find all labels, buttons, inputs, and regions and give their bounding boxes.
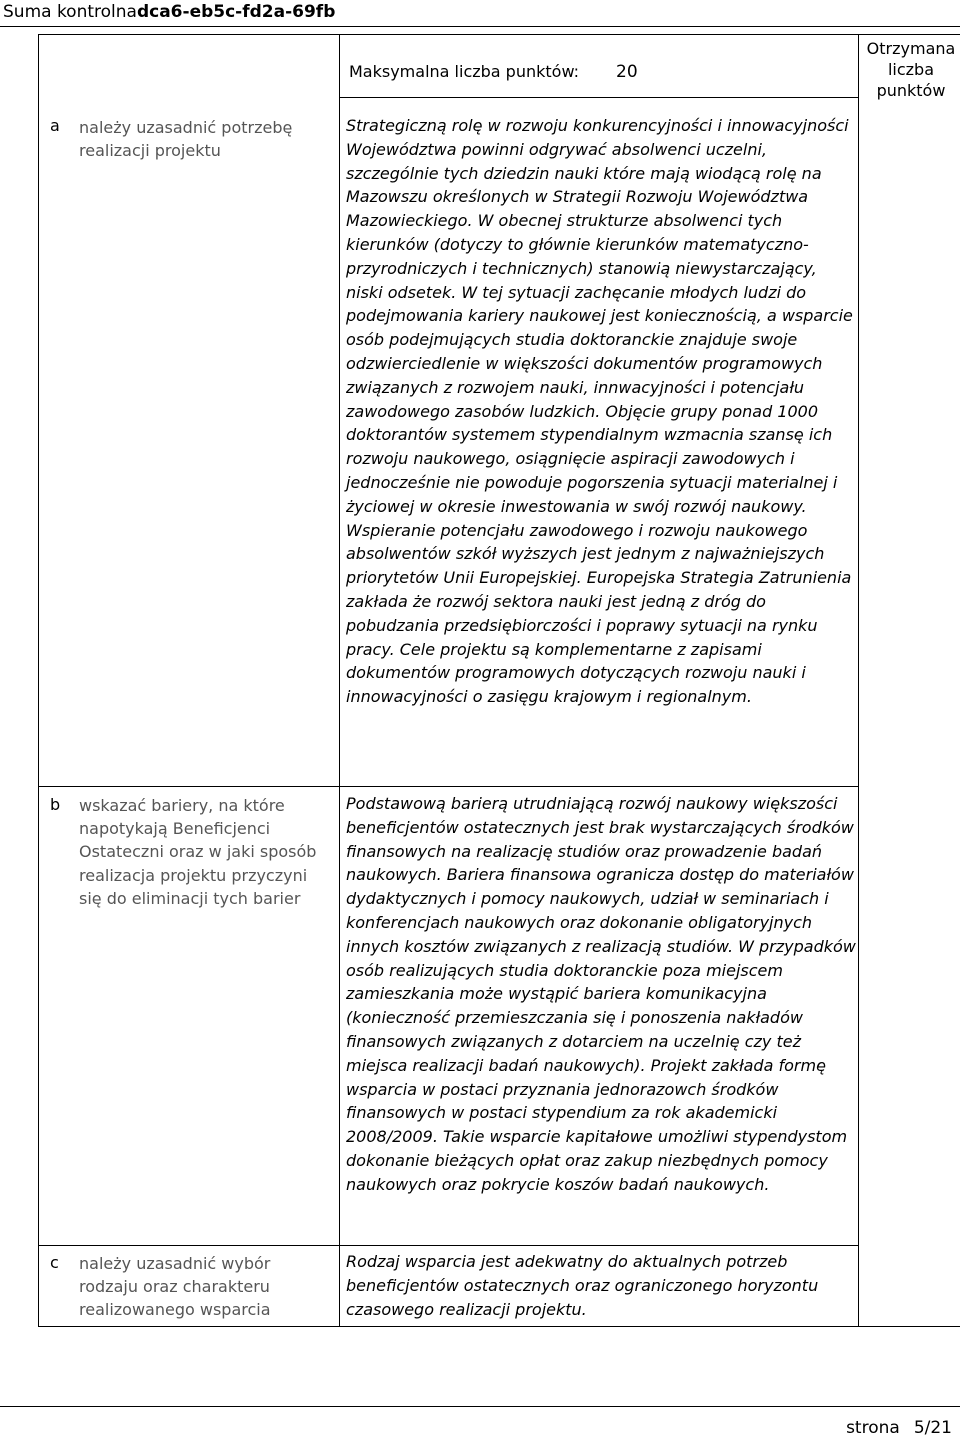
row-letter: b bbox=[50, 795, 61, 814]
row-title: należy uzasadnić potrzebę realizacji projektu bbox=[79, 118, 293, 161]
checksum-label: Suma kontrolna bbox=[3, 2, 137, 22]
table-header-divider bbox=[339, 97, 858, 98]
table-bottom-border bbox=[38, 1326, 960, 1327]
table-column-divider bbox=[339, 34, 340, 1327]
page-number: 5/21 bbox=[913, 1418, 952, 1438]
table-row-divider bbox=[38, 786, 859, 787]
table-row-divider bbox=[38, 1245, 859, 1246]
footer-divider bbox=[0, 1406, 960, 1407]
row-text: Podstawową barierą utrudniającą rozwój naukowy większości beneficjentów ostatecznych jest brak wystarczających środków finansowych na realizację studiów oraz prowadzenie badań naukowych. Bariera finansowa ogranicza dostęp do materiałów dydaktycznych i pomocy naukowych, udział w seminariach i konferencjach naukowych oraz dokonanie obligatoryjnych innych kosztów związanych z realizacją studiów. W przypadków osób realizujących studia doktoranckie poza miejscem zamieszkania może wystąpić bariera komunikacyjna (konieczność przemieszczania się i ponoszenia nakładów finansowych związanych z dotarciem na uczelnię czy też miejsca realizacji badań naukowych). Projekt zakłada formę wsparcia w postaci przyznania jednorazowch środków finansowych w postaci stypendium za rok akademicki 2008/2009. Takie wsparcie kapitałowe umożliwi stypendystom dokonanie bieżących opłat oraz zakup niezbędnych pomocy naukowych oraz pokrycie koszów badań naukowych. bbox=[346, 794, 856, 1194]
table-left-border bbox=[38, 34, 39, 1327]
row-title: wskazać bariery, na które napotykają Beneficjenci Ostateczni oraz w jaki sposób realizacja projektu przyczyni się do eliminacji tych barier bbox=[79, 796, 317, 908]
header-divider bbox=[0, 26, 960, 27]
page-footer bbox=[846, 1418, 952, 1438]
row-letter: a bbox=[50, 116, 60, 135]
row-text: Rodzaj wsparcia jest adekwatny do aktualnych potrzeb beneficjentów ostatecznych oraz ograniczonego horyzontu czasowego realizacji projektu. bbox=[346, 1252, 819, 1319]
checksum-code: dca6-eb5c-fd2a-69fb bbox=[136, 2, 336, 22]
table-column-divider bbox=[858, 34, 859, 1327]
max-points-value: 20 bbox=[616, 62, 638, 82]
page-label: strona bbox=[846, 1418, 900, 1438]
row-title: należy uzasadnić wybór rodzaju oraz charakteru realizowanego wsparcia bbox=[79, 1254, 271, 1320]
max-points-label: Maksymalna liczba punktów: bbox=[349, 62, 580, 81]
received-points-label: Otrzymana liczba punktów bbox=[866, 39, 956, 100]
table-top-border bbox=[38, 34, 960, 35]
row-text: Strategiczną rolę w rozwoju konkurencyjności i innowacyjności Województwa powinni odgrywać absolwenci uczelni, szczególnie tych dziedzin nauki które mają wiodącą rolę na Mazowszu określonych w Strategii Rozwoju Województwa Mazowieckiego. W obecnej strukturze absolwenci tych kierunków (dotyczy to głównie kierunków matematyczno-przyrodniczych i technicznych) stanowią niewystarczający, niski odsetek. W tej sytuacji zachęcanie młodych ludzi do podejmowania kariery naukowej jest koniecznością, a wsparcie osób podejmujących studia doktoranckie znajduje swoje odzwierciedlenie w większości dokumentów programowych związanych z rozwojem nauki, innwacyjności i potencjału zawodowego zasobów ludzkich. Objęcie grupy ponad 1000 doktorantów systemem stypendialnym wzmacnia szansę ich rozwoju naukowego, osiągnięcie aspiracji zawodowych i jednocześnie nie powoduje pogorszenia sytuacji materialnej i życiowej w okresie inwestowania w swój rozwój naukowy. Wspieranie potencjału zawodowego i rozwoju naukowego absolwentów szkół wyższych jest jednym z najważniejszych priorytetów Unii Europejskiej. Europejska Strategia Zatrunienia zakłada że rozwój sektora nauki jest jedną z dróg do pobudzania przedsiębiorczości i poprawy sytuacji na rynku pracy. Cele projektu są komplementarne z zapisami dokumentów programowych dotyczących rozwoju nauki i innowacyjności o zasięgu krajowym i regionalnym. bbox=[346, 116, 853, 707]
row-letter: c bbox=[50, 1253, 59, 1272]
document-header bbox=[0, 0, 960, 24]
